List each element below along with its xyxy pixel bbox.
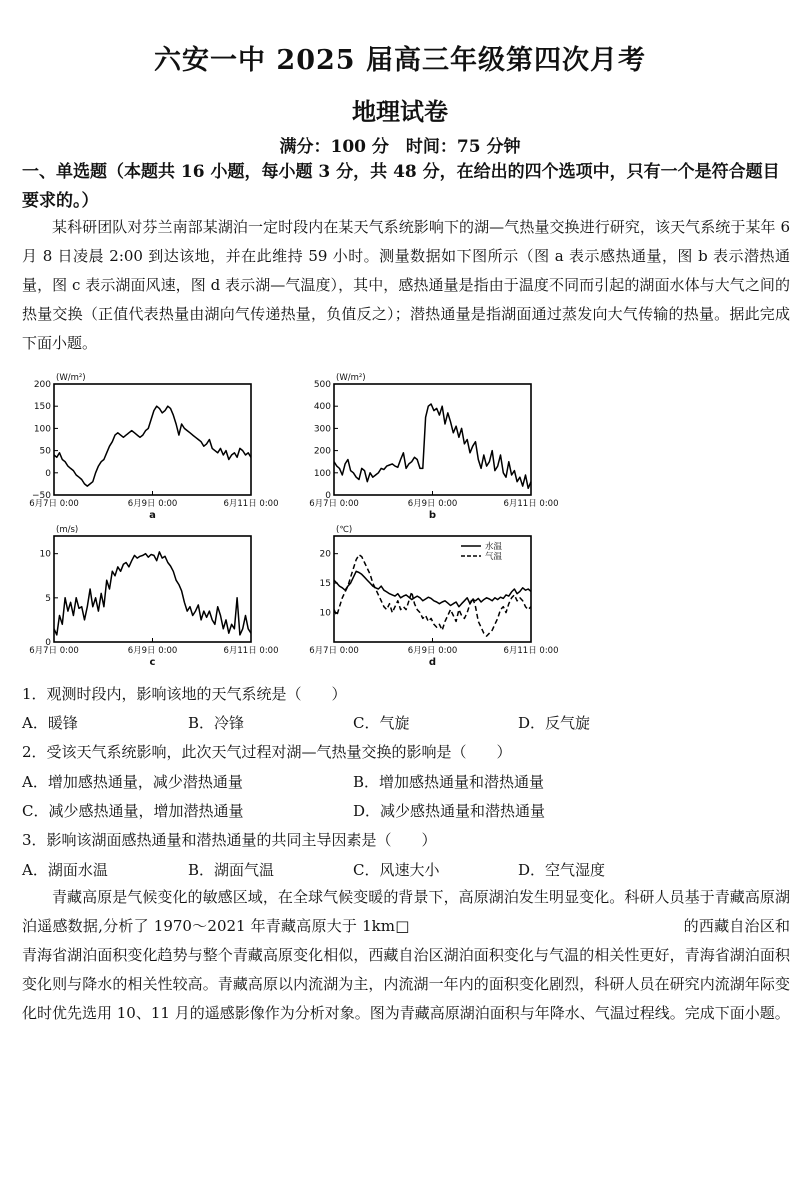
chart-d-panel-label: d [428,657,437,668]
chart-a-ytick-label: 0 [45,468,51,479]
chart-a-ytick-label: 50 [39,446,51,457]
chart-b-ytick-label: 100 [313,468,331,479]
chart-b-ytick-label: 200 [313,446,331,457]
chart-a-xtick-label: 6月9日 0:00 [127,499,178,509]
chart-d-xtick-label: 6月7日 0:00 [309,646,359,656]
chart-d-series-1 [334,571,531,606]
chart-a-ytick-label: 200 [33,380,51,390]
chart-a-svg [20,368,279,528]
question-2-option-c[interactable]: C．减少感热通量，增加潜热通量 [22,802,244,820]
chart-b-ytick-label: 0 [325,491,331,501]
chart-c-unit: (m/s) [56,525,79,535]
chart-b-series-1 [334,404,531,488]
chart-b-unit: (W/m²) [336,373,366,383]
exam-meta: 满分：100 分 时间：75 分钟 [279,137,521,157]
chart-d-ytick-label: 20 [319,549,331,560]
chart-b-frame [334,384,531,495]
question-2-stem: 2．受该天气系统影响，此次天气过程对湖—气热量交换的影响是（ ） [22,743,512,761]
chart-d [296,520,559,678]
question-2-option-d[interactable]: D．减少感热通量和潜热通量 [353,802,546,820]
question-1-option-d[interactable]: D．反气旋 [518,714,591,732]
question-1-stem: 1．观测时段内，影响该地的天气系统是（ ） [22,685,347,703]
chart-d-legend-label: 水温 [485,542,503,552]
chart-b [296,368,559,528]
chart-c-ytick-label: 5 [45,593,51,604]
chart-c-xtick-label: 6月11日 0:00 [223,646,279,656]
chart-b-xtick-label: 6月11日 0:00 [503,499,559,509]
chart-b-xtick-label: 6月7日 0:00 [309,499,359,509]
chart-d-xtick-label: 6月11日 0:00 [503,646,559,656]
chart-c-ytick-label: 10 [39,549,51,560]
chart-a-unit: (W/m²) [56,373,86,383]
chart-d-svg [296,520,559,678]
chart-a-xtick-label: 6月7日 0:00 [29,499,79,509]
chart-b-svg [296,368,559,528]
section-heading: 一、单选题（本题共 16 小题，每小题 3 分，共 48 分，在给出的四个选项中，只有一个是符合题目要求的。） [22,162,780,211]
chart-c-series-1 [54,552,251,635]
chart-b-xtick-label: 6月9日 0:00 [407,499,458,509]
chart-d-ytick-label: 15 [319,579,331,590]
chart-a-xtick-label: 6月11日 0:00 [223,499,279,509]
question-1-option-a[interactable]: A．暖锋 [22,714,78,732]
chart-c-svg [20,520,279,678]
exam-title: 六安一中 2025 届高三年级第四次月考 [154,45,646,76]
question-2-option-a[interactable]: A．增加感热通量，减少潜热通量 [22,773,243,791]
question-1-option-b[interactable]: B．冷锋 [188,714,245,732]
chart-a-ytick-label: 150 [33,402,51,413]
chart-d-series-2 [334,555,531,636]
passage-2: 青藏高原是气候变化的敏感区域，在全球气候变暖的背景下，高原湖泊发生明显变化。科研人员基于青藏高原湖泊遥感数据,分析了 1970～2021 年青藏高原大于 1km□ 的西藏自治区和青海省湖泊面积变化趋势与整个青藏高原变化相似，西藏自治区湖泊面积变化与气温的相关性更好，青海省湖泊面积变化则与降水的相关性较高。青藏高原以内流湖为主，内流湖一年内的面积变化剧烈，科研人员在研究内流湖年际变化时优先选用 10、11 月的遥感影像作为分析对象。图为青藏高原湖泊面积与年降水、气温过程线。完成下面小题。 [22,888,790,1022]
question-2-option-b[interactable]: B．增加感热通量和潜热通量 [353,773,545,791]
passage-1: 某科研团队对芬兰南部某湖泊一定时段内在某天气系统影响下的湖—气热量交换进行研究，该天气系统于某年 6 月 8 日凌晨 2:00 到达该地，并在此维持 59 小时。测量数据如下图所示（图 a 表示感热通量，图 b 表示潜热通量，图 c 表示湖面风速，图 d 表示湖—气温度），其中，感热通量是指由于温度不同而引起的湖面水体与大气之间的热量交换（正值代表热量由湖向气传递热量，负值反之）；潜热通量是指湖面通过蒸发向大气传输的热量。据此完成下面小题。 [22,218,790,352]
chart-b-ytick-label: 300 [313,424,331,435]
question-1-option-c[interactable]: C．气旋 [353,714,410,732]
chart-c-xtick-label: 6月9日 0:00 [127,646,178,656]
chart-c-frame [54,536,251,642]
chart-d-legend-label: 气温 [485,552,503,562]
question-3-stem: 3．影响该湖面感热通量和潜热通量的共同主导因素是（ ） [22,831,437,849]
chart-a [20,368,279,528]
chart-c-xtick-label: 6月7日 0:00 [29,646,79,656]
question-3-option-a[interactable]: A．湖面水温 [22,861,108,879]
exam-subject: 地理试卷 [352,97,448,126]
chart-c-panel-label: c [149,657,156,668]
chart-a-ytick-label: −50 [32,491,51,501]
chart-d-xtick-label: 6月9日 0:00 [407,646,458,656]
question-3-option-d[interactable]: D．空气湿度 [518,861,606,879]
chart-d-unit: (℃) [336,525,353,535]
chart-b-panel-label: b [428,510,437,521]
chart-a-frame [54,384,251,495]
chart-c [20,520,279,678]
question-3-option-b[interactable]: B．湖面气温 [188,861,275,879]
question-3-option-c[interactable]: C．风速大小 [353,861,440,879]
chart-b-ytick-label: 400 [313,402,331,413]
chart-c-ytick-label: 0 [45,638,51,648]
chart-a-panel-label: a [149,510,156,521]
chart-d-ytick-label: 10 [319,608,331,619]
chart-a-ytick-label: 100 [33,424,51,435]
chart-b-ytick-label: 500 [313,380,331,390]
chart-a-series-1 [54,406,251,486]
